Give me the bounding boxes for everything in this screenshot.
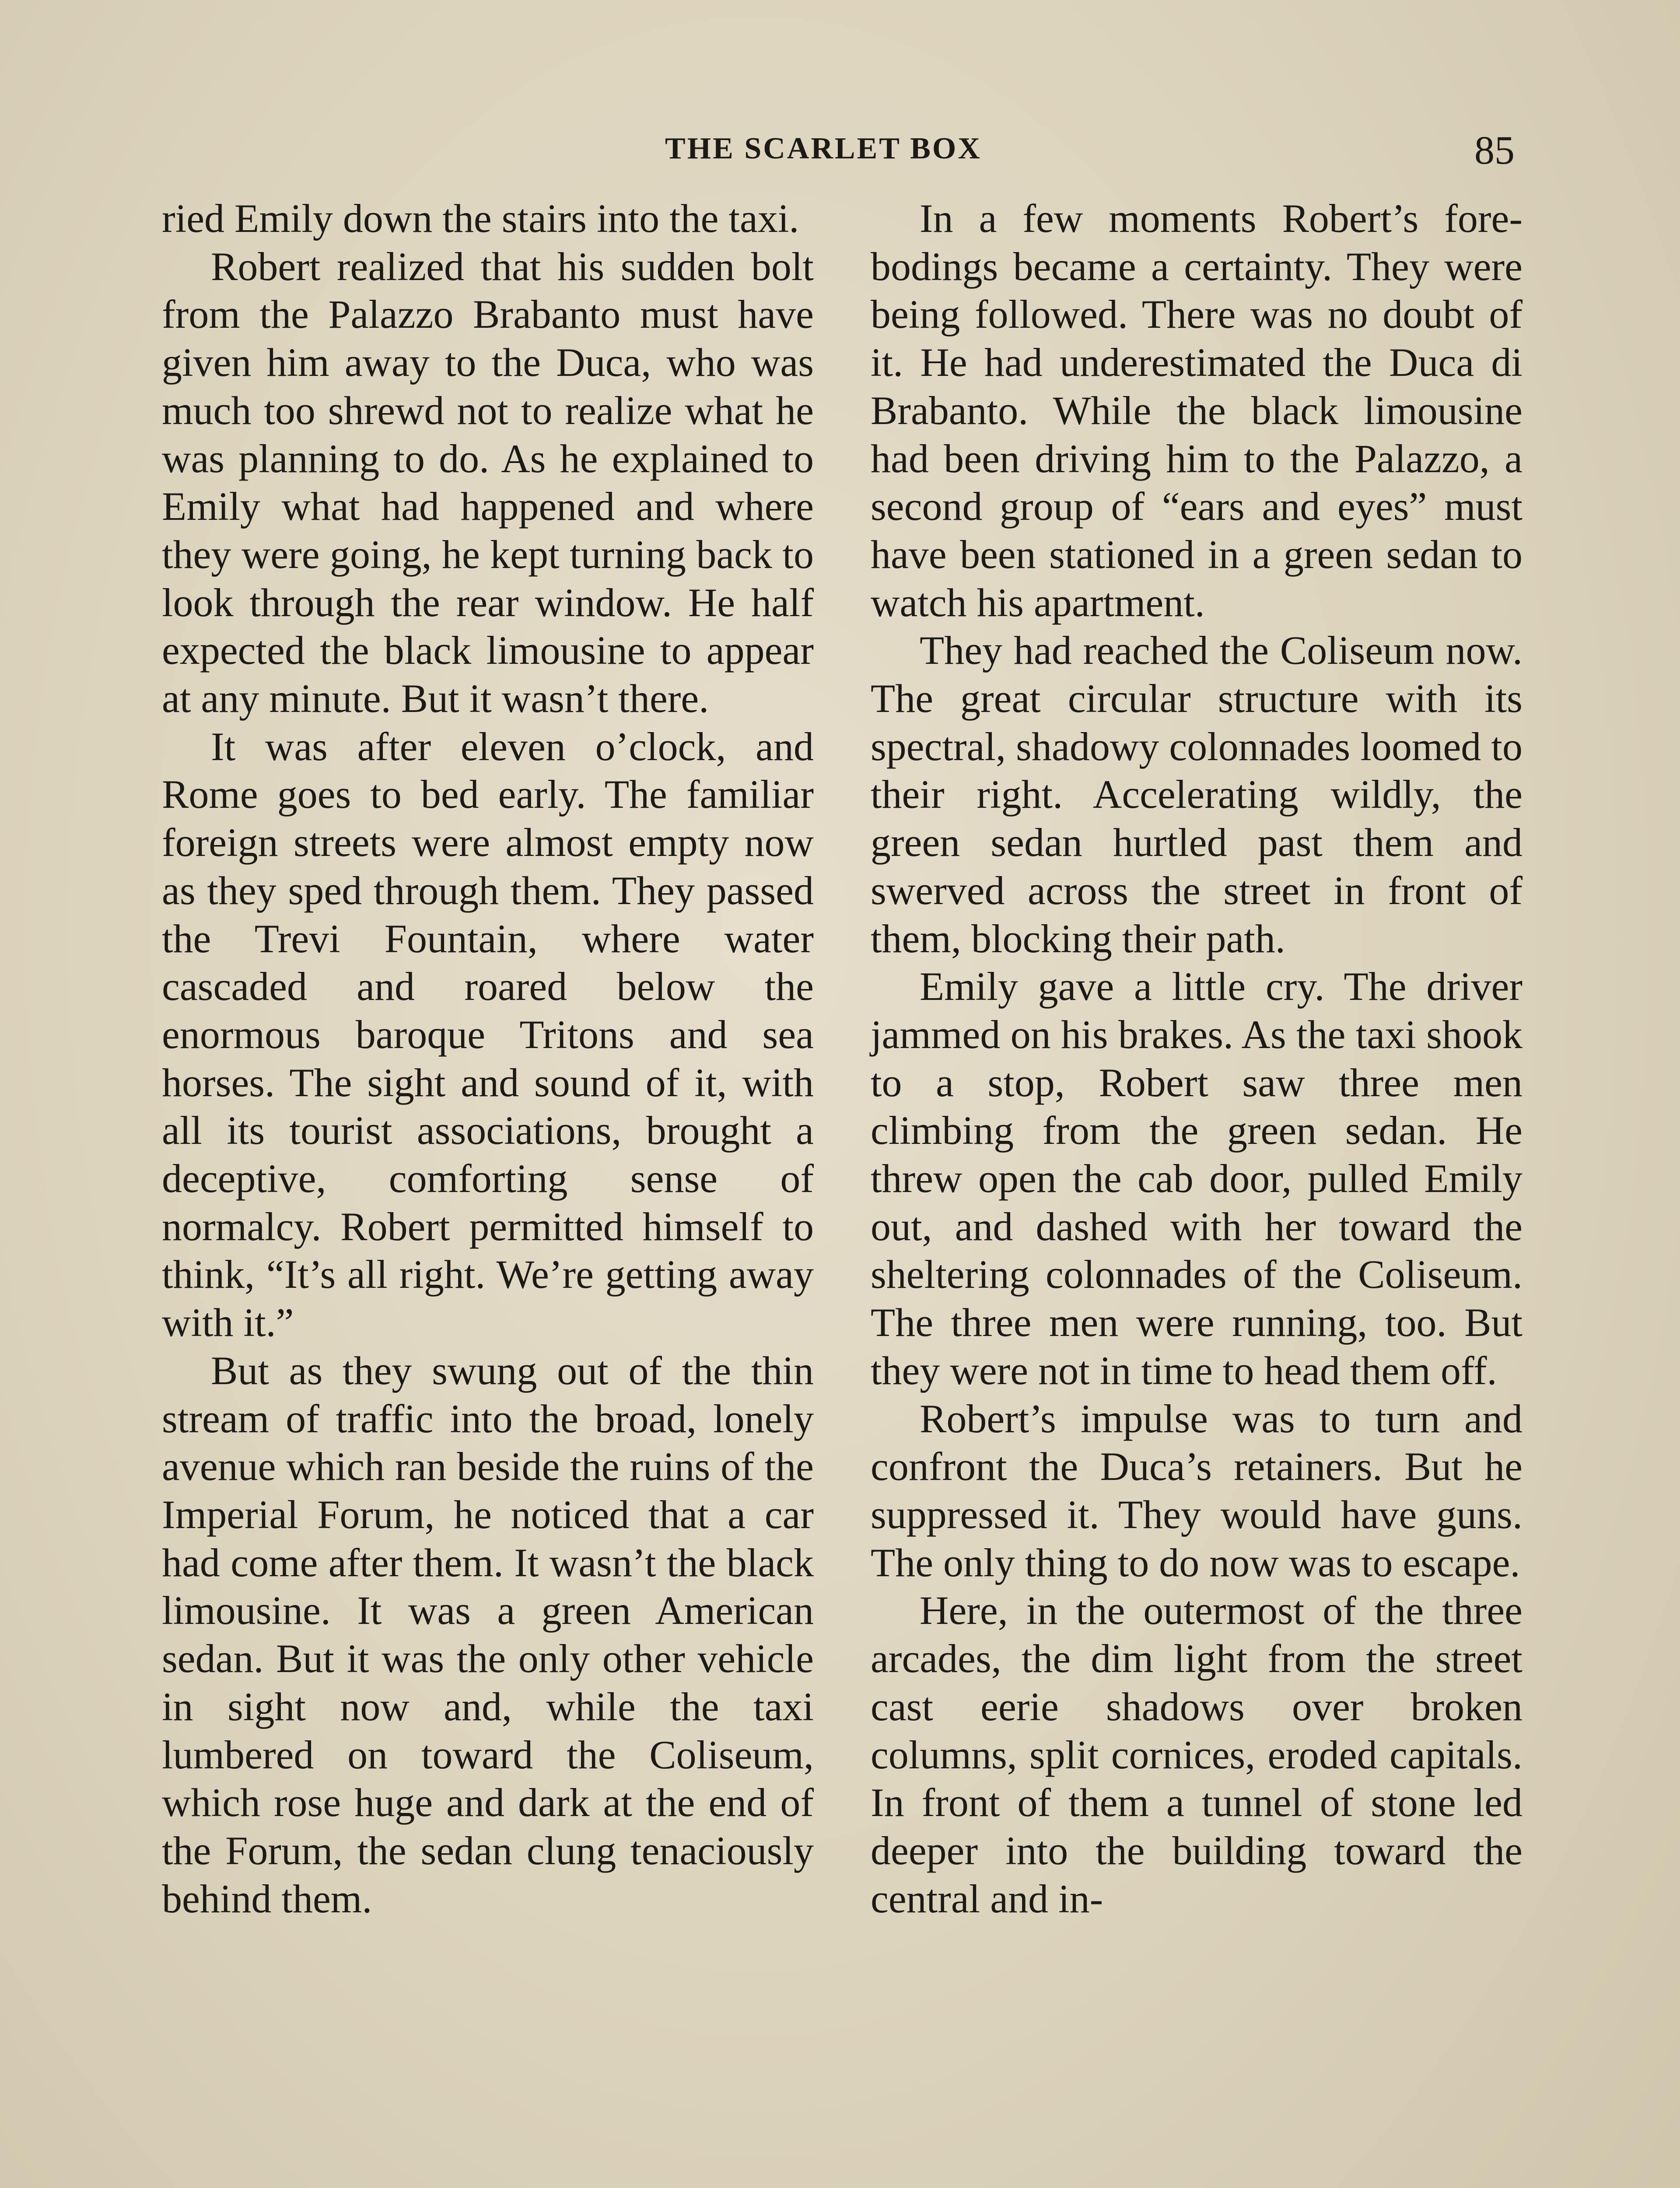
running-title: THE SCARLET BOX: [665, 132, 982, 165]
paragraph: Robert’s impulse was to turn and confront the Duca’s retainers. But he suppressed it. They would have guns. The only thing to do now was to escape.: [871, 1396, 1522, 1585]
paragraph: ried Emily down the stairs into the taxi.: [162, 196, 799, 241]
paragraph: Here, in the outermost of the three arcades, the dim light from the street cast eerie shadows over broken columns, split cornices, eroded capitals. In front of them a tunnel of stone led deeper into the building toward the central and in-: [871, 1588, 1522, 1921]
text-column-left: [162, 195, 814, 1923]
paragraph: It was after eleven o’clock, and Rome goes to bed early. The familiar foreign streets were almost empty now as they sped through them. They passed the Trevi Fountain, where water cascaded and roared below the enormous baroque Tritons and sea horses. The sight and sound of it, with all its tourist associations, brought a deceptive, comforting sense of normalcy. Robert permitted himself to think, “It’s all right. We’re getting away with it.”: [162, 724, 814, 1345]
page-number: 85: [1474, 128, 1515, 172]
paragraph: But as they swung out of the thin stream of traffic into the broad, lonely avenue which ran beside the ruins of the Imperial Forum, he noticed that a car had come after them. It wasn’t the black limousine. It was a green American sedan. But it was the only other vehicle in sight now and, while the taxi lumbered on toward the Coliseum, which rose huge and dark at the end of the Forum, the sedan clung tenaciously behind them.: [162, 1348, 814, 1921]
paragraph: They had reached the Coliseum now. The great circular structure with its spectral, shadowy colonnades loomed to their right. Accelerating wildly, the green sedan hurtled past them and swerved across the street in front of them, blocking their path.: [871, 628, 1522, 961]
text-column-right: [871, 195, 1522, 1923]
paragraph: Emily gave a little cry. The driver jammed on his brakes. As the taxi shook to a stop, Robert saw three men climbing from the green sedan. He threw open the cab door, pulled Emily out, and dashed with her toward the sheltering colonnades of the Coliseum. The three men were running, too. But they were not in time to head them off.: [871, 964, 1522, 1393]
paragraph: Robert realized that his sudden bolt from the Palazzo Brabanto must have given him away to the Duca, who was much too shrewd not to realize what he was planning to do. As he explained to Emily what had happened and where they were going, he kept turning back to look through the rear window. He half expected the black limousine to appear at any minute. But it wasn’t there.: [162, 244, 814, 721]
paragraph: In a few moments Robert’s forebodings became a certainty. They were being followed. There was no doubt of it. He had underestimated the Duca di Brabanto. While the black limousine had been driving him to the Palazzo, a second group of “ears and eyes” must have been stationed in a green sedan to watch his apartment.: [871, 196, 1522, 625]
